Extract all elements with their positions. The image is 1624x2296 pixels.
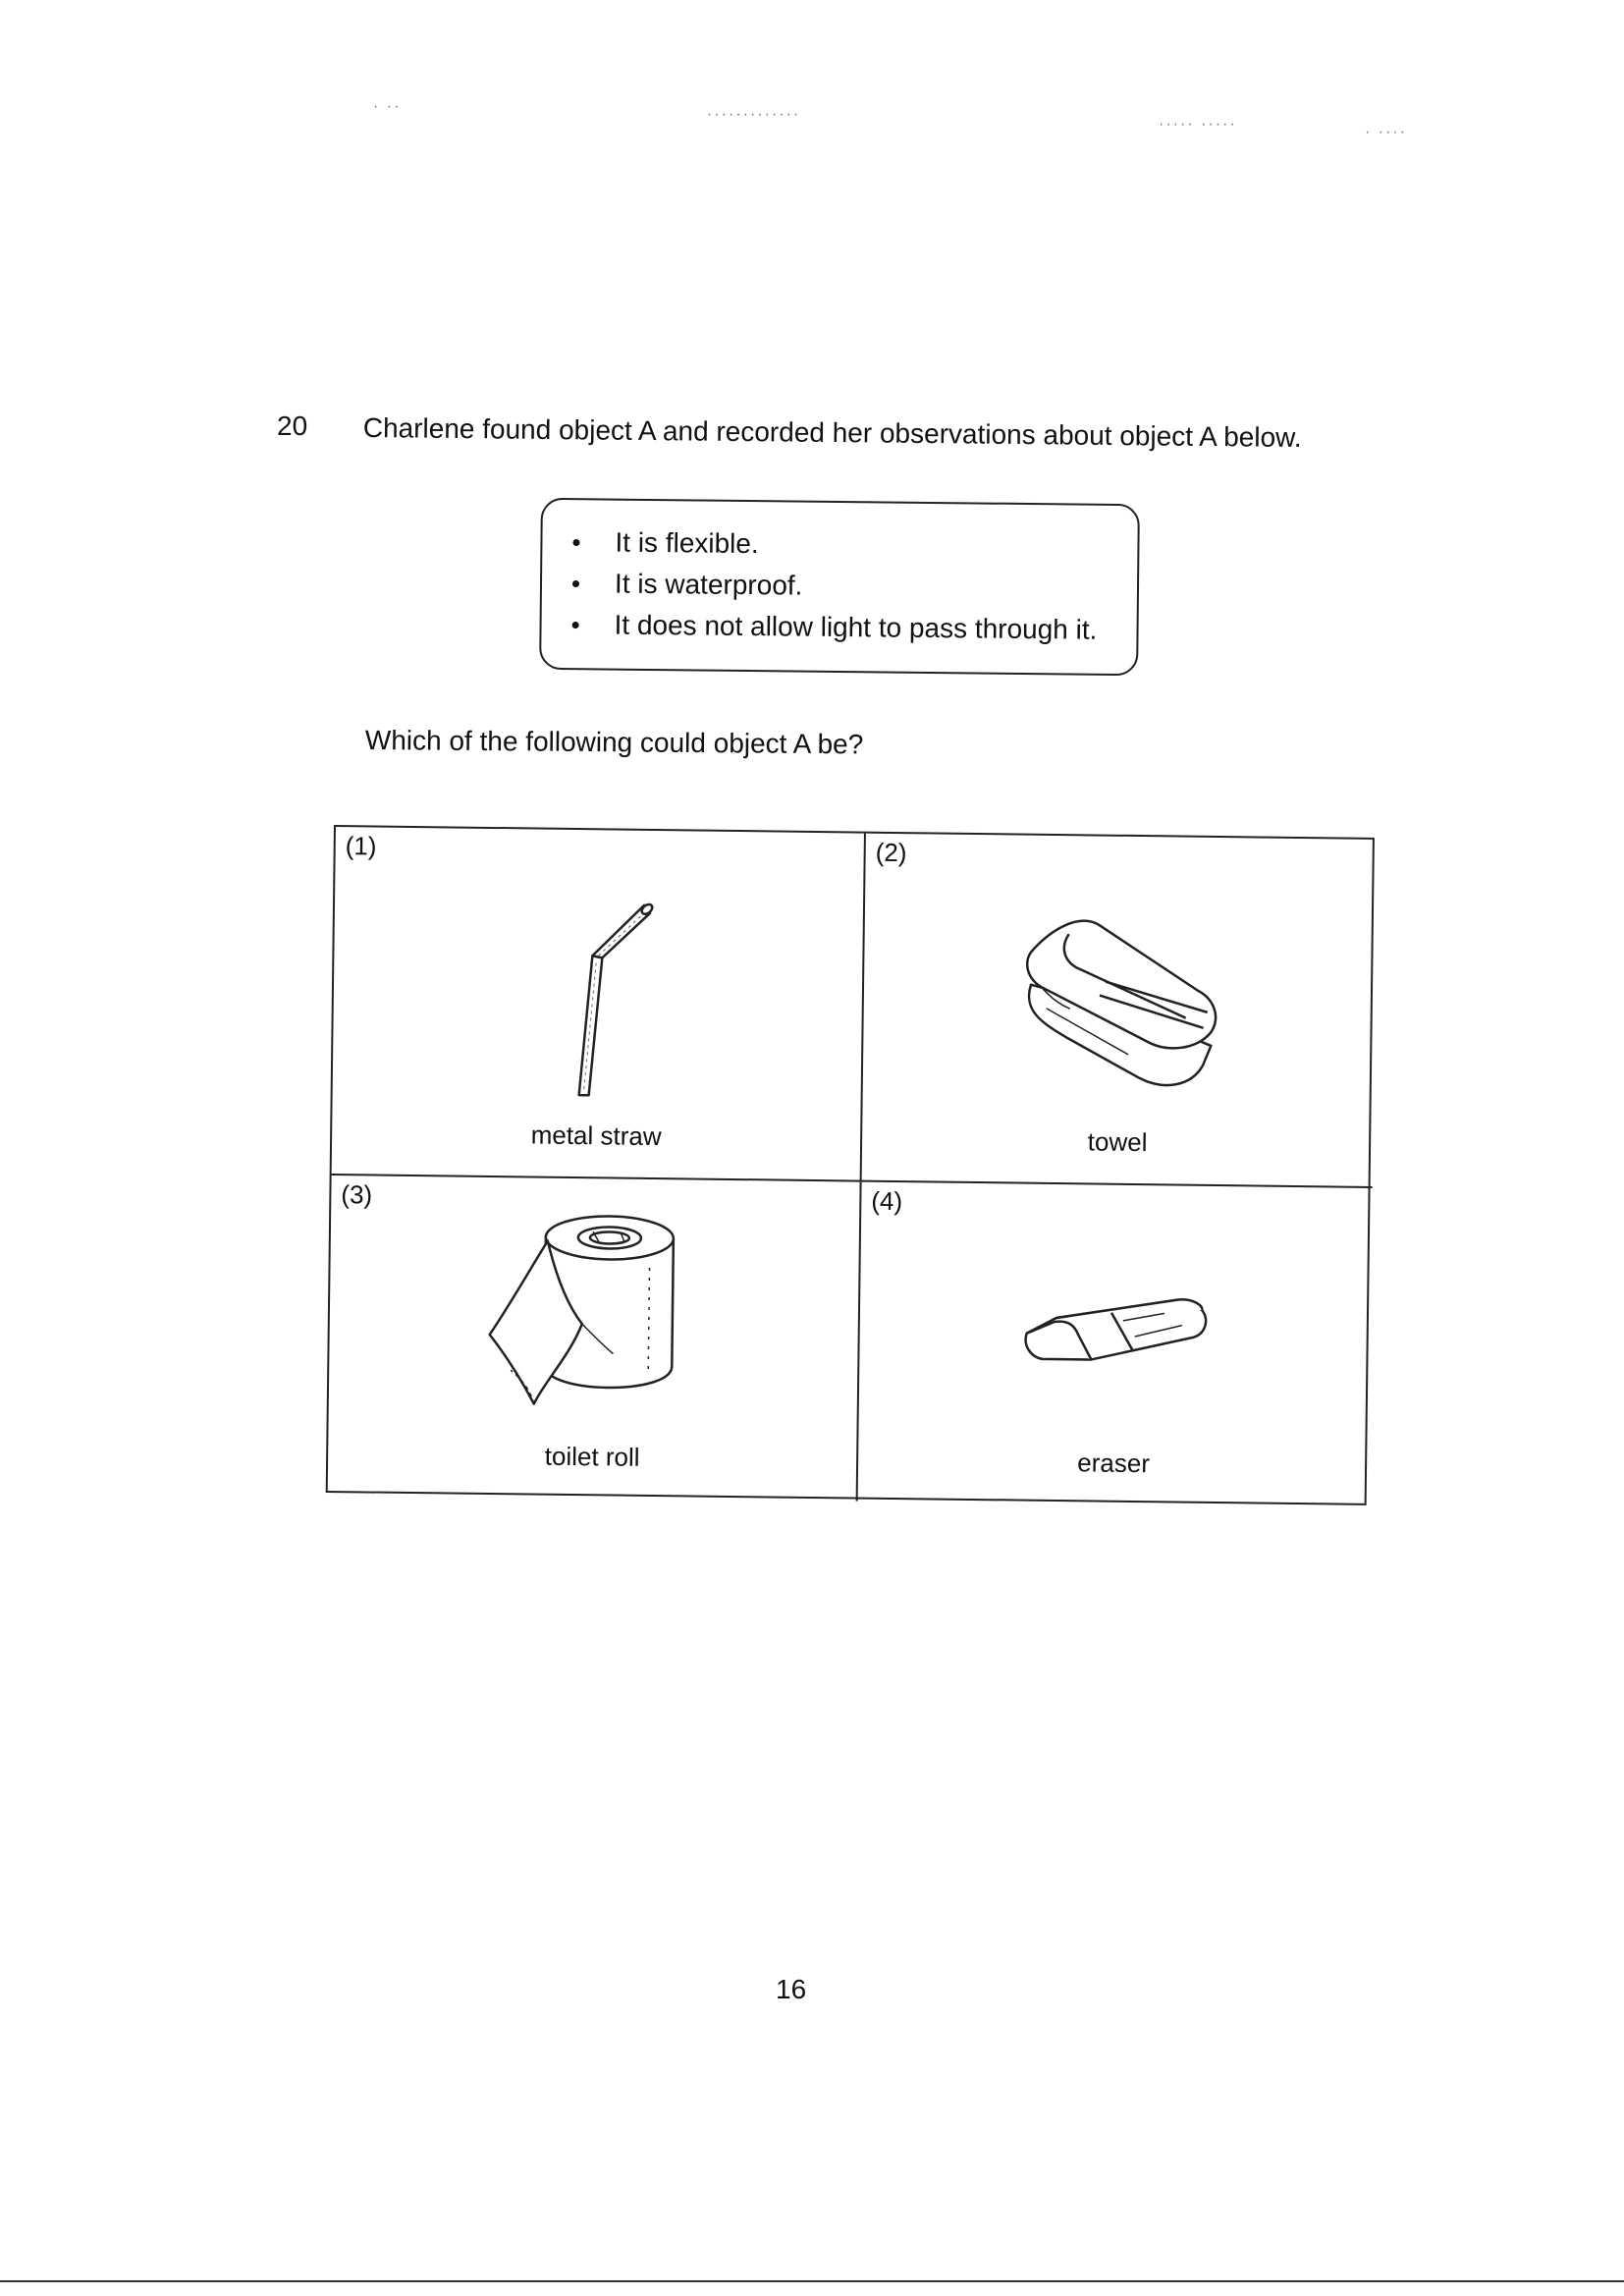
scan-specks: ····· ·····	[1159, 116, 1237, 133]
bullet-icon: •	[570, 569, 581, 599]
scan-specks: ·············	[707, 106, 801, 123]
option-label: towel	[1087, 1126, 1148, 1158]
answer-options-table	[326, 825, 1375, 1505]
option-2[interactable]	[862, 834, 1377, 1188]
scan-specks: · ····	[1365, 124, 1408, 140]
option-number: (2)	[875, 837, 907, 868]
option-number: (4)	[871, 1185, 903, 1217]
observation-text: It does not allow light to pass through it.	[614, 609, 1098, 645]
eraser-icon	[1016, 1263, 1215, 1402]
option-4[interactable]	[858, 1182, 1373, 1507]
observation-item	[571, 563, 1137, 610]
option-number: (3)	[341, 1179, 373, 1210]
bullet-icon: •	[571, 527, 581, 558]
page-number: 16	[776, 1974, 807, 2004]
question-text: Charlene found object A and recorded her observations about object A below.	[362, 412, 1302, 454]
option-label: metal straw	[530, 1120, 662, 1152]
observation-item	[570, 604, 1136, 651]
option-1[interactable]	[332, 827, 866, 1182]
metal-straw-icon	[518, 870, 678, 1108]
towel-icon	[1010, 894, 1228, 1093]
observation-item	[571, 521, 1137, 569]
observation-text: It is waterproof.	[614, 568, 803, 601]
toilet-roll-icon	[475, 1197, 714, 1426]
observations-box	[539, 498, 1140, 676]
option-label: toilet roll	[544, 1441, 640, 1472]
question-prompt: Which of the following could object A be?	[364, 725, 864, 760]
observation-text: It is flexible.	[615, 526, 759, 560]
option-label: eraser	[1077, 1448, 1151, 1479]
bottom-divider	[0, 2280, 1624, 2282]
question-number: 20	[277, 410, 308, 441]
bullet-icon: •	[570, 610, 580, 640]
observations-list	[541, 500, 1138, 651]
option-number: (1)	[345, 831, 377, 861]
option-3[interactable]	[328, 1175, 862, 1502]
scan-specks: · ··	[373, 98, 402, 115]
